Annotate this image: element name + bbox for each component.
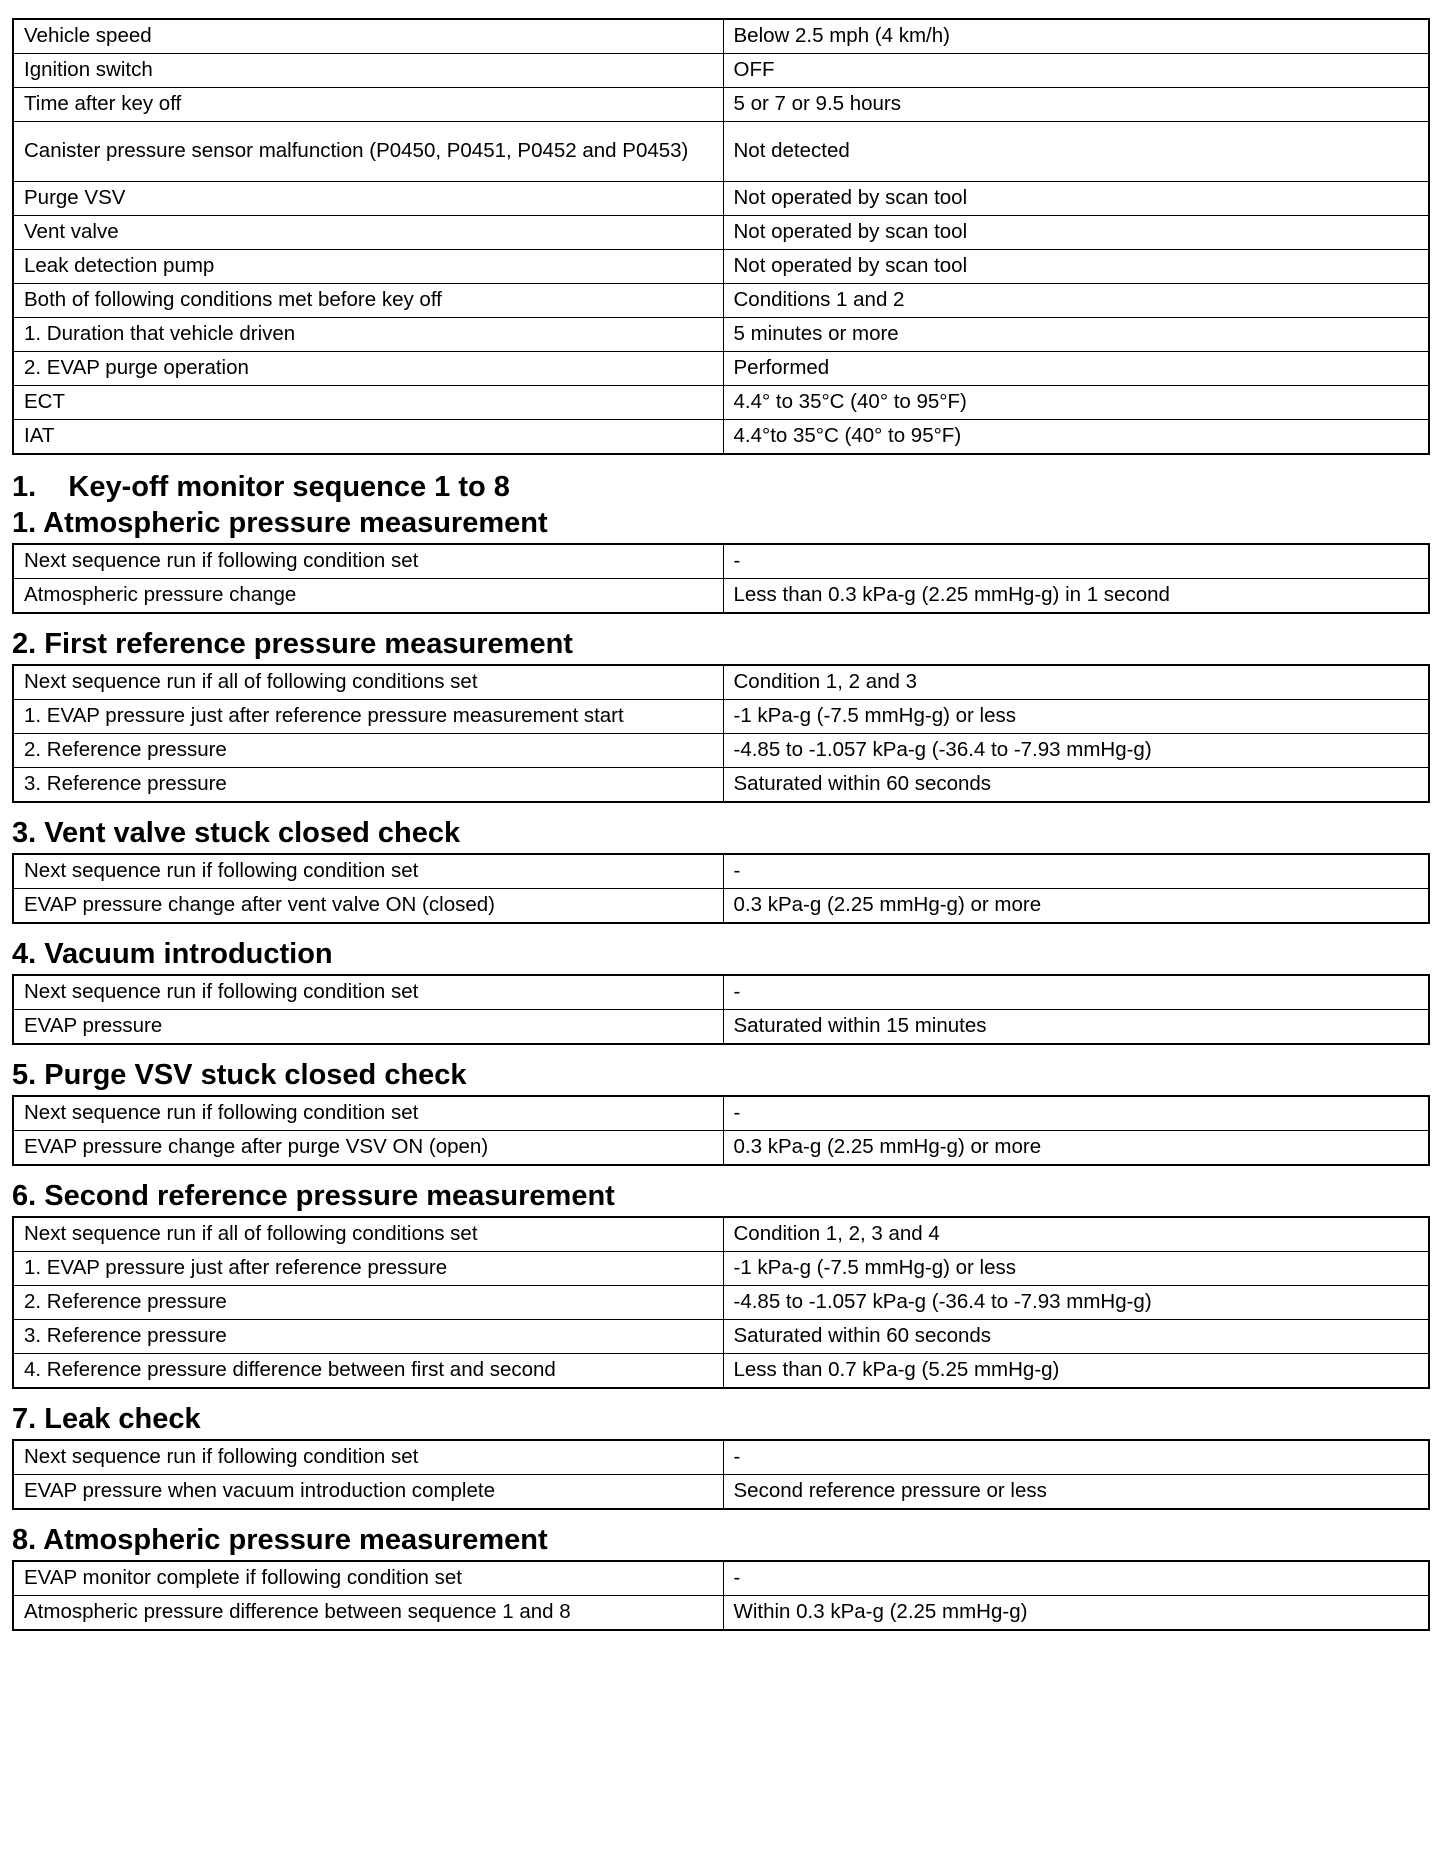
table-row (13, 318, 1429, 352)
table-row (13, 54, 1429, 88)
condition-name: Vent valve (13, 216, 723, 250)
section-heading: 6. Second reference pressure measurement (12, 1180, 615, 1212)
condition-value: Not operated by scan tool (723, 250, 1429, 284)
condition-name: Canister pressure sensor malfunction (P0450, P0451, P0452 and P0453) (13, 122, 723, 182)
condition-value: -1 kPa-g (-7.5 mmHg-g) or less (723, 1252, 1429, 1286)
table-row (13, 1354, 1429, 1389)
section-table (12, 974, 1430, 1045)
condition-name: Next sequence run if following condition set (13, 1096, 723, 1131)
document-page (12, 18, 1430, 1631)
condition-name: Atmospheric pressure change (13, 579, 723, 614)
condition-name: Next sequence run if following condition set (13, 975, 723, 1010)
section-table (12, 853, 1430, 924)
condition-value: Performed (723, 352, 1429, 386)
table-row (13, 420, 1429, 455)
condition-value: - (723, 1561, 1429, 1596)
condition-value: - (723, 1440, 1429, 1475)
table-row (13, 768, 1429, 803)
table-row (13, 122, 1429, 182)
section-table (12, 543, 1430, 614)
condition-name: 3. Reference pressure (13, 1320, 723, 1354)
section-table (12, 1560, 1430, 1631)
table-row (13, 386, 1429, 420)
table-row (13, 250, 1429, 284)
table-row (13, 1320, 1429, 1354)
table-row (13, 284, 1429, 318)
condition-value: Conditions 1 and 2 (723, 284, 1429, 318)
table-row (13, 1217, 1429, 1252)
conditions-table (12, 18, 1430, 455)
condition-name: Atmospheric pressure difference between sequence 1 and 8 (13, 1596, 723, 1631)
table-row (13, 1561, 1429, 1596)
section-heading: 3. Vent valve stuck closed check (12, 817, 461, 849)
section-table (12, 664, 1430, 803)
main-heading: 1. Key-off monitor sequence 1 to 8 (12, 471, 510, 503)
condition-name: Next sequence run if all of following conditions set (13, 1217, 723, 1252)
condition-name: ECT (13, 386, 723, 420)
condition-value: 0.3 kPa-g (2.25 mmHg-g) or more (723, 1131, 1429, 1166)
table-row (13, 1596, 1429, 1631)
condition-value: - (723, 975, 1429, 1010)
condition-value: Saturated within 60 seconds (723, 768, 1429, 803)
condition-name: 2. Reference pressure (13, 1286, 723, 1320)
table-row (13, 1475, 1429, 1510)
condition-name: 2. EVAP purge operation (13, 352, 723, 386)
section-heading: 4. Vacuum introduction (12, 938, 333, 970)
condition-value: - (723, 854, 1429, 889)
condition-name: 3. Reference pressure (13, 768, 723, 803)
condition-value: Within 0.3 kPa-g (2.25 mmHg-g) (723, 1596, 1429, 1631)
condition-name: EVAP monitor complete if following condition set (13, 1561, 723, 1596)
table-row (13, 216, 1429, 250)
condition-name: Next sequence run if all of following conditions set (13, 665, 723, 700)
table-row (13, 700, 1429, 734)
condition-value: Second reference pressure or less (723, 1475, 1429, 1510)
condition-value: Not operated by scan tool (723, 216, 1429, 250)
table-row (13, 1131, 1429, 1166)
condition-value: Saturated within 60 seconds (723, 1320, 1429, 1354)
condition-name: 1. Duration that vehicle driven (13, 318, 723, 352)
condition-name: Leak detection pump (13, 250, 723, 284)
condition-name: Next sequence run if following condition set (13, 1440, 723, 1475)
condition-value: Condition 1, 2, 3 and 4 (723, 1217, 1429, 1252)
table-row (13, 1440, 1429, 1475)
condition-name: Ignition switch (13, 54, 723, 88)
section-heading: 1. Atmospheric pressure measurement (12, 507, 548, 539)
condition-value: Not detected (723, 122, 1429, 182)
condition-value: Condition 1, 2 and 3 (723, 665, 1429, 700)
condition-value: 4.4° to 35°C (40° to 95°F) (723, 386, 1429, 420)
condition-name: Vehicle speed (13, 19, 723, 54)
condition-value: 5 minutes or more (723, 318, 1429, 352)
table-row (13, 88, 1429, 122)
section-table (12, 1439, 1430, 1510)
table-row (13, 889, 1429, 924)
condition-name: IAT (13, 420, 723, 455)
condition-value: 5 or 7 or 9.5 hours (723, 88, 1429, 122)
condition-value: -4.85 to -1.057 kPa-g (-36.4 to -7.93 mmHg-g) (723, 1286, 1429, 1320)
condition-value: 0.3 kPa-g (2.25 mmHg-g) or more (723, 889, 1429, 924)
section-table (12, 1095, 1430, 1166)
table-row (13, 182, 1429, 216)
condition-value: OFF (723, 54, 1429, 88)
table-row (13, 665, 1429, 700)
condition-name: Next sequence run if following condition set (13, 544, 723, 579)
condition-name: 4. Reference pressure difference between first and second (13, 1354, 723, 1389)
section-heading: 2. First reference pressure measurement (12, 628, 573, 660)
table-row (13, 19, 1429, 54)
section-heading: 7. Leak check (12, 1403, 201, 1435)
condition-name: EVAP pressure when vacuum introduction complete (13, 1475, 723, 1510)
condition-name: EVAP pressure change after purge VSV ON (open) (13, 1131, 723, 1166)
condition-value: -4.85 to -1.057 kPa-g (-36.4 to -7.93 mmHg-g) (723, 734, 1429, 768)
condition-name: EVAP pressure (13, 1010, 723, 1045)
condition-name: EVAP pressure change after vent valve ON (closed) (13, 889, 723, 924)
table-row (13, 1096, 1429, 1131)
table-row (13, 1010, 1429, 1045)
condition-name: Next sequence run if following condition set (13, 854, 723, 889)
section-heading: 8. Atmospheric pressure measurement (12, 1524, 548, 1556)
condition-value: Less than 0.7 kPa-g (5.25 mmHg-g) (723, 1354, 1429, 1389)
condition-name: 1. EVAP pressure just after reference pressure (13, 1252, 723, 1286)
section-heading: 5. Purge VSV stuck closed check (12, 1059, 467, 1091)
table-row (13, 734, 1429, 768)
condition-value: Below 2.5 mph (4 km/h) (723, 19, 1429, 54)
condition-value: Less than 0.3 kPa-g (2.25 mmHg-g) in 1 second (723, 579, 1429, 614)
table-row (13, 975, 1429, 1010)
condition-value: - (723, 1096, 1429, 1131)
condition-value: - (723, 544, 1429, 579)
table-row (13, 854, 1429, 889)
table-row (13, 1252, 1429, 1286)
condition-name: Time after key off (13, 88, 723, 122)
condition-value: 4.4°to 35°C (40° to 95°F) (723, 420, 1429, 455)
condition-value: -1 kPa-g (-7.5 mmHg-g) or less (723, 700, 1429, 734)
condition-name: Purge VSV (13, 182, 723, 216)
table-row (13, 579, 1429, 614)
table-row (13, 544, 1429, 579)
condition-name: 2. Reference pressure (13, 734, 723, 768)
condition-value: Not operated by scan tool (723, 182, 1429, 216)
table-row (13, 1286, 1429, 1320)
condition-value: Saturated within 15 minutes (723, 1010, 1429, 1045)
condition-name: 1. EVAP pressure just after reference pressure measurement start (13, 700, 723, 734)
condition-name: Both of following conditions met before key off (13, 284, 723, 318)
table-row (13, 352, 1429, 386)
section-table (12, 1216, 1430, 1389)
